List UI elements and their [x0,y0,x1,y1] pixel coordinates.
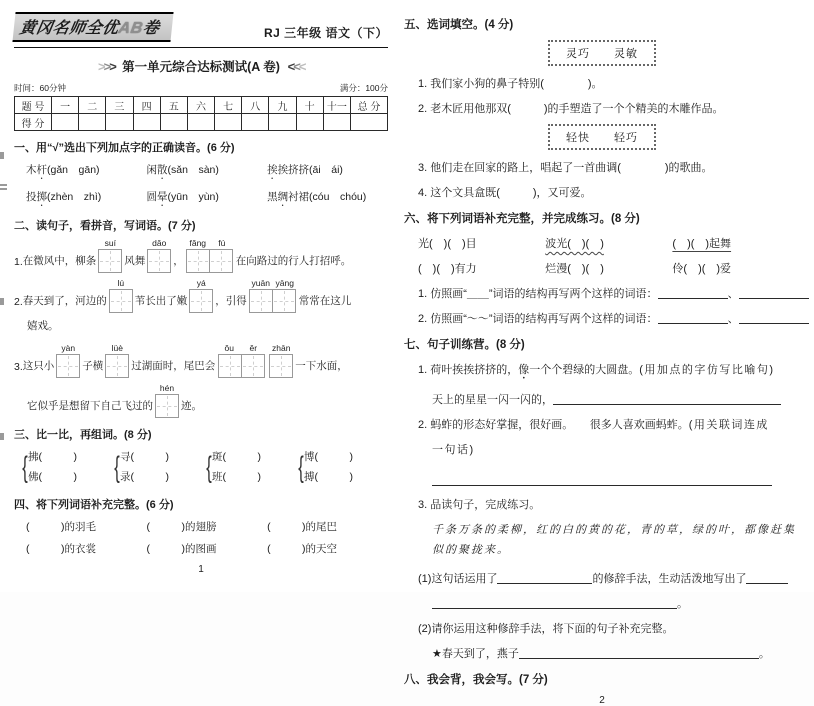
choice-item-4: 4. 这个文具盒既( )，又可爱。 [418,187,592,199]
pinyin-label: dǎo [152,238,167,248]
edition-label: RJ 三年级 语文（下） [263,26,388,40]
exercise-note: (用关联词连成 [688,419,769,431]
score-empty-cell [296,114,323,131]
test-title-row [14,57,388,75]
pinyin-label: suí [104,238,116,248]
sentence-3-cont: 它似乎是想留下自己飞过的 hén 迹。 [14,383,388,418]
compare-pair: { 寻( ) 录( ) [112,448,204,488]
answer-blank [739,311,809,324]
word-choice-box: 灵巧 灵敏 [548,40,656,66]
pinyin-label: yàn [61,343,76,353]
writing-box [272,289,296,313]
page-2 [404,16,800,706]
word-choice-box: 轻快 轻巧 [548,124,656,150]
writing-box-group [155,383,179,418]
pinyin-label: yāng [275,278,294,288]
writing-box [241,354,265,378]
edge-mark [0,152,4,159]
pinyin-label: yuān [251,278,270,288]
pronunciation-item: 黑绸衬裙(cóu chóu) [267,191,367,203]
logo-ab-text: AB [117,20,145,37]
score-table-cell: 总 分 [351,97,388,114]
sentence-exercise-3: 3. 品读句子，完成练习。 [418,499,541,511]
compare-pair: { 博( ) 搏( ) [296,448,388,488]
fill-phrase: ( )的尾巴 [267,520,338,533]
edge-mark [0,298,4,305]
pinyin-label: yá [196,278,206,288]
writing-box [155,394,179,418]
answer-blank [553,392,781,405]
writing-box [56,354,80,378]
writing-box-group [56,343,80,378]
quoted-sentence: 千条万条的柔柳，红的白的黄的花，青的草，绿的叶，都像赶集似的聚拢来。 [432,524,796,556]
chevron-right-icon [109,59,115,74]
writing-box [269,354,293,378]
score-empty-cell [52,114,79,131]
score-table-cell: 十 [296,97,323,114]
pinyin-label: lüè [111,343,123,353]
writing-box-group [217,343,265,378]
question-1-cont: 。 [404,595,800,611]
page-number: 1 [198,563,204,575]
score-table-score-row [15,114,388,131]
writing-box-group [109,278,133,313]
pronunciation-item: 挨挨挤挤(āi ái) [267,164,343,176]
sentence-3: 3. 这只小 yàn 子横 lüè 过湖面时，尾巴会 ǒu ěr zhān 一下水面， [14,343,388,378]
score-table-cell: 二 [79,97,106,114]
pinyin-label: ǒu [224,343,234,353]
score-table-header-row [15,97,388,114]
answer-blank [658,311,728,324]
section-6-heading: 六、将下列词语补充完整，并完成练习。(8 分) [404,213,640,225]
score-empty-cell [106,114,133,131]
pinyin-label: fú [218,238,226,248]
writing-box [105,354,129,378]
edge-mark [0,184,7,186]
score-empty-cell [323,114,350,131]
pinyin-label: ěr [249,343,258,353]
score-table-cell: 七 [215,97,242,114]
sentence-1: 1. 在微风中，柳条 suí 风舞 dǎo ， fǎng fú 在向路过的行人打招呼。 [14,238,388,273]
writing-box [209,249,233,273]
answer-blank [432,596,677,609]
section-1-row [14,189,388,209]
score-table-cell: 题 号 [15,97,52,114]
writing-box-group [189,278,213,313]
choice-item-2: 2. 老木匠用他那双( )的手塑造了一个个精美的木雕作品。 [418,103,724,115]
pinyin-label: lú [117,278,125,288]
pronunciation-item: 投掷(zhèn zhì) [26,191,102,203]
chevron-left-icon [299,59,305,74]
question-2: (2)请你运用这种修辞手法，将下面的句子补充完整。 [418,622,674,635]
score-table-cell: 六 [187,97,214,114]
brand-logo [12,12,173,42]
writing-box-group [98,238,122,273]
word-choice-box-wrap [404,124,800,150]
sentence-2: 2. 春天到了，河边的 lú 苇长出了嫩 yá ，引得 yuān yāng 常常在这儿 [14,278,388,313]
idiom-blank: ( )( )有力 [418,263,477,275]
fill-phrase: ( )的翅膀 [146,520,217,533]
brace-icon [206,453,212,483]
compare-pair: { 拂( ) 佛( ) [20,448,112,488]
answer-blank [519,646,759,659]
score-empty-cell [133,114,160,131]
choice-item-3: 3. 他们走在回家的路上，唱起了一首曲调( )的歌曲。 [418,162,713,174]
section-3-heading: 三、比一比，再组词。(8 分) [14,429,152,441]
section-3-row [14,448,388,488]
sentence-exercise-2-note-cont: 一句话) [432,444,475,456]
page-1 [14,12,388,575]
brace-icon [114,453,120,483]
exercise-note: (用加点的字仿写比喻句) [639,364,775,376]
idiom-blank: 伶( )( )爱 [672,263,732,275]
score-empty-cell [242,114,269,131]
compare-pair: { 斑( ) 班( ) [204,448,296,488]
writing-box-group [186,238,234,273]
logo-text: 黄冈名师全优 [18,20,121,37]
word-choice-box-wrap [404,40,800,66]
section-4-row [14,519,388,534]
section-1-heading: 一、用“√”选出下列加点字的正确读音。(6 分) [14,142,235,154]
writing-box [249,289,273,313]
sentence-exercise-2-answer [404,473,800,487]
pinyin-label: hén [159,383,175,393]
pinyin-label: fǎng [189,238,207,248]
sentence-exercise-1: 1. 荷叶挨挨挤挤的，像一个个碧绿的大圆盘。(用加点的字仿写比喻句) [418,364,775,376]
answer-blank [739,286,809,299]
edge-mark [0,433,4,440]
time-limit: 时间：60分钟 [14,83,66,93]
section-6-exercise-1: 1. 仿照画“＿＿”词语的结构再写两个这样的词语： 、 [404,285,800,301]
idiom-blank-underlined: ( )( )起舞 [672,238,732,250]
score-empty-cell [79,114,106,131]
idiom-blank: 光( )( )目 [418,238,477,250]
score-table-cell: 三 [106,97,133,114]
pronunciation-item: 木杆(gǎn gān) [26,164,100,176]
score-empty-cell [269,114,296,131]
writing-box [186,249,210,273]
brace-icon [298,453,304,483]
writing-box [147,249,171,273]
section-6-row [404,260,800,276]
section-4-row [14,541,388,556]
score-table-cell: 一 [52,97,79,114]
idiom-blank-wavy: 波光( )( ) [545,238,604,250]
edge-mark [0,188,7,190]
choice-item-1: 1. 我们家小狗的鼻子特别( )。 [418,78,603,90]
writing-box [98,249,122,273]
section-1-row [14,162,388,182]
pronunciation-item: 闲散(sǎn sàn) [146,164,219,176]
score-table-cell: 十一 [323,97,350,114]
section-7-heading: 七、句子训练营。(8 分) [404,339,525,351]
score-table-cell: 九 [269,97,296,114]
question-1: (1)这句话运用了 的修辞手法，生动活泼地写出了 [404,570,800,586]
answer-blank [658,286,728,299]
brace-icon [22,453,28,483]
writing-box [109,289,133,313]
logo-suffix: 卷 [141,20,161,37]
fill-phrase: ( )的羽毛 [26,520,96,533]
answer-blank [746,571,788,584]
fill-phrase: ( )的天空 [267,542,338,555]
sentence-exercise-1-answer: 天上的星星一闪一闪的， [404,391,800,407]
writing-box-group [269,343,293,378]
writing-box-group [147,238,171,273]
section-6-row [404,235,800,251]
score-empty-cell [160,114,187,131]
score-empty-cell [215,114,242,131]
writing-box [218,354,242,378]
full-score: 满分：100分 [339,83,388,93]
page-number: 2 [599,694,605,706]
answer-blank [497,571,592,584]
score-table-cell: 八 [242,97,269,114]
fill-phrase: ( )的图画 [146,542,217,555]
test-meta [14,82,388,94]
score-table-cell: 五 [160,97,187,114]
score-empty-cell [187,114,214,131]
score-table [14,96,388,131]
section-4-heading: 四、将下列词语补充完整。(6 分) [14,498,174,511]
pronunciation-item: 圆晕(yūn yùn) [146,191,219,203]
page-header [14,12,388,48]
section-5-heading: 五、选词填空。(4 分) [404,19,514,31]
score-table-cell: 四 [133,97,160,114]
fill-phrase: ( )的衣裳 [26,542,96,555]
writing-box-group [249,278,297,313]
answer-blank [432,473,772,486]
section-2-heading: 二、读句子，看拼音，写词语。(7 分) [14,220,196,232]
section-6-exercise-2: 2. 仿照画“～～”词语的结构再写两个这样的词语： 、 [404,310,800,326]
sentence-2-cont: 嬉戏。 [27,320,59,332]
pinyin-label: zhān [272,343,291,353]
idiom-blank: 烂漫( )( ) [545,263,604,275]
score-empty-cell [351,114,388,131]
sentence-exercise-2: 2. 蚂蚱的形态好掌握，很好画。 很多人喜欢画蚂蚱。(用关联词连成 [418,419,769,431]
section-8-heading: 八、我会背，我会写。(7 分) [404,673,548,686]
score-label-cell: 得 分 [15,114,52,131]
writing-box [189,289,213,313]
question-2-answer: ★春天到了，燕子 。 [432,647,770,660]
writing-box-group [105,343,129,378]
test-title: 第一单元综合达标测试(A 卷) [122,60,280,74]
